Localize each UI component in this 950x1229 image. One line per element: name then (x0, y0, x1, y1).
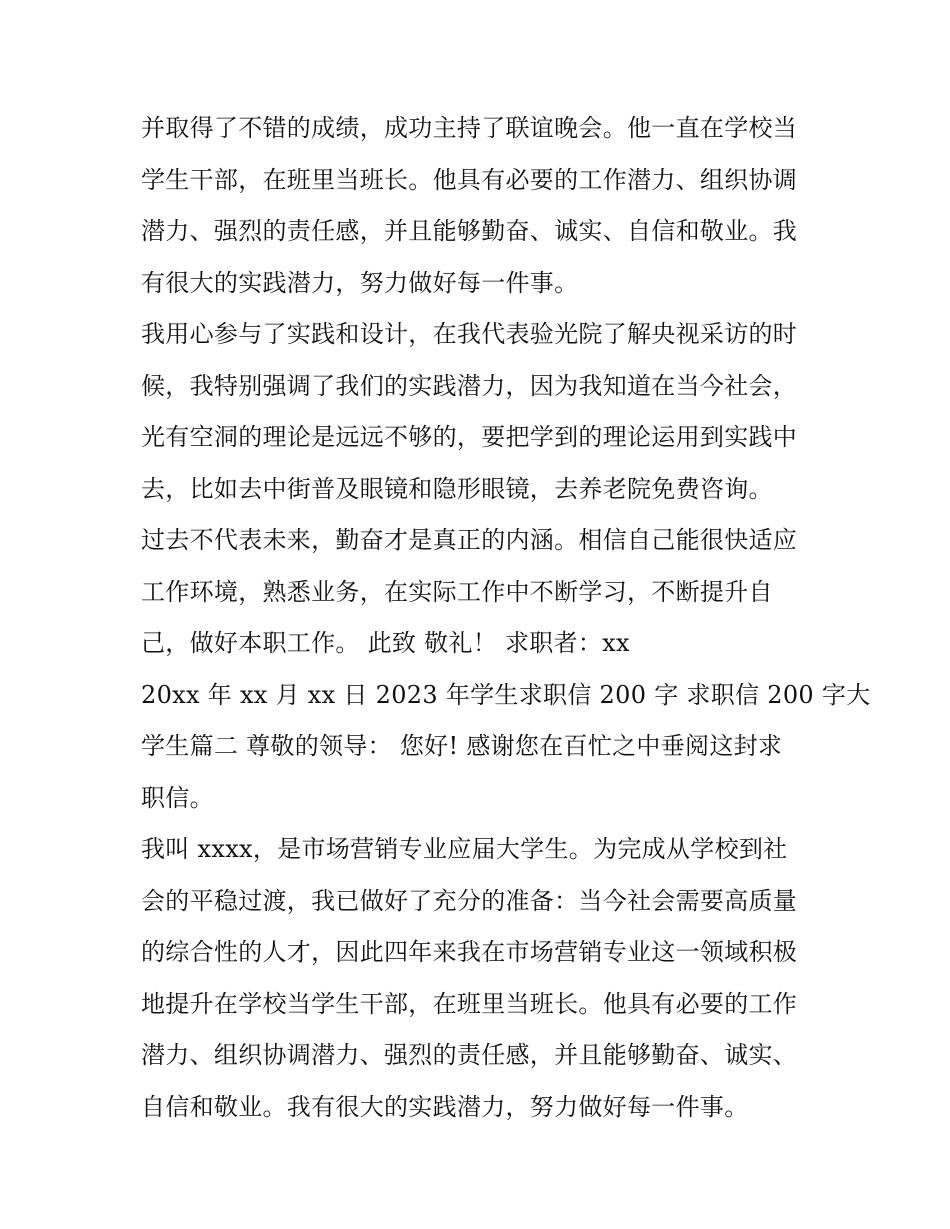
text-line: 的综合性的人才，因此四年来我在市场营销专业这一领域积极 (141, 938, 798, 966)
text-line: 会的平稳过渡，我已做好了充分的准备：当今社会需要高质量 (141, 886, 798, 915)
text-line: 学生干部，在班里当班长。他具有必要的工作潜力、组织协调 (141, 165, 798, 194)
document-body (141, 103, 871, 1133)
text-line: 去，比如去中街普及眼镜和隐形眼镜，去养老院免费咨询。 (141, 474, 773, 503)
text-line: 潜力、组织协调潜力、强烈的责任感，并且能够勤奋、诚实、 (141, 1041, 798, 1069)
text-line: 潜力、强烈的责任感，并且能够勤奋、诚实、自信和敬业。我 (141, 217, 798, 245)
text-line: 候，我特别强调了我们的实践潜力，因为我知道在当今社会， (141, 371, 798, 400)
text-line: 己，做好本职工作。 此致 敬礼！ 求职者：xx (141, 629, 630, 657)
text-line: 地提升在学校当学生干部，在班里当班长。他具有必要的工作 (141, 989, 798, 1018)
text-line: 光有空洞的理论是远远不够的，要把学到的理论运用到实践中 (141, 423, 798, 451)
text-line: 学生篇二 尊敬的领导： 您好! 感谢您在百忙之中垂阅这封求 (141, 732, 783, 760)
text-line: 20xx 年 xx 月 xx 日 2023 年学生求职信 200 字 求职信 200 字大 (141, 680, 871, 709)
text-line: 有很大的实践潜力，努力做好每一件事。 (141, 268, 579, 297)
text-line: 工作环境，熟悉业务，在实际工作中不断学习，不断提升自 (141, 577, 773, 606)
text-line: 自信和敬业。我有很大的实践潜力，努力做好每一件事。 (141, 1092, 749, 1121)
text-line: 过去不代表未来，勤奋才是真正的内涵。相信自己能很快适应 (141, 526, 798, 554)
text-line: 并取得了不错的成绩，成功主持了联谊晚会。他一直在学校当 (141, 114, 798, 142)
text-line: 我用心参与了实践和设计，在我代表验光院了解央视采访的时 (141, 320, 798, 348)
text-line: 我叫 xxxx，是市场营销专业应届大学生。为完成从学校到社 (141, 835, 788, 863)
text-line: 职信。 (141, 783, 214, 812)
